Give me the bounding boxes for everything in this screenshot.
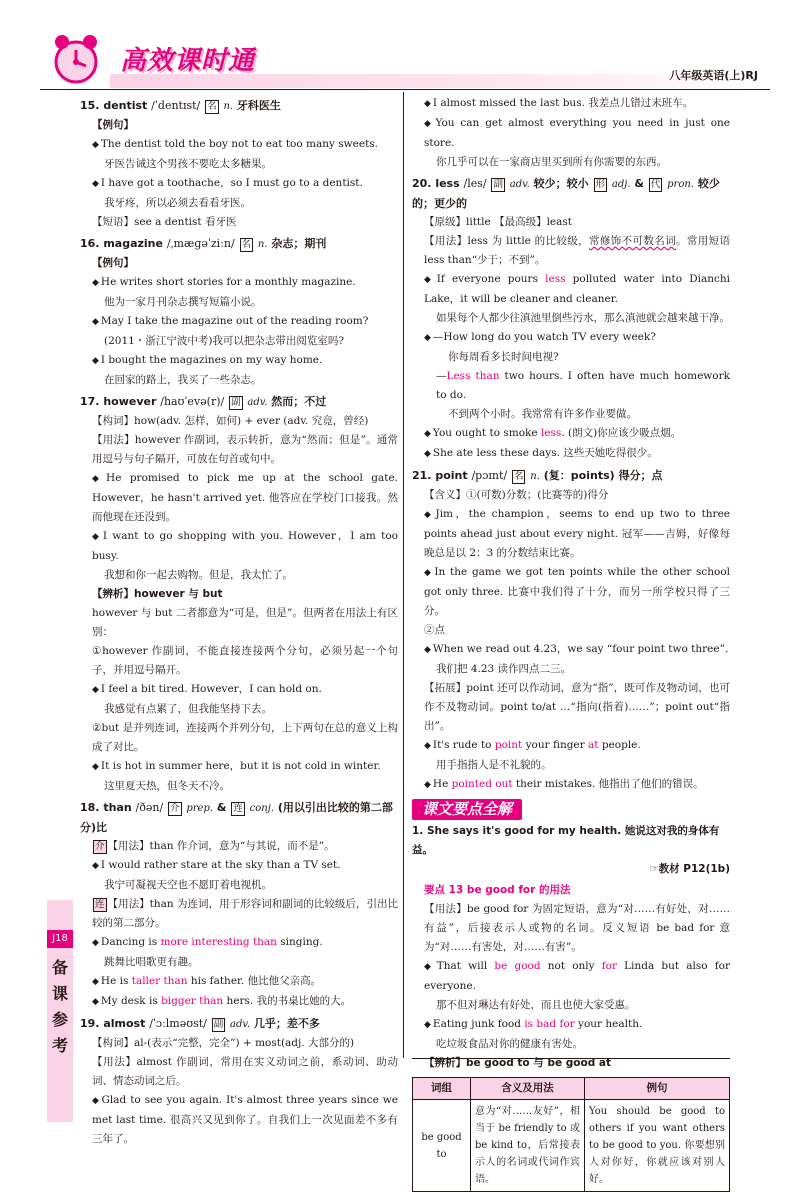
example-translation: 我牙疼，所以必须去看看牙医。 [104,197,251,209]
left-column [80,94,398,1149]
alarm-clock-icon [40,30,120,90]
table-header-cell: 含义及用法 [471,1078,585,1100]
example-translation: 你几乎可以在一家商店里买到所有你需要的东西。 [436,156,667,168]
example-sentence: ◆ You can get almost everything you need in just one store. [412,114,730,153]
vocab-entry-almost: 19. almost /ˈɔːlməʊst/ 副 adv. 几乎；差不多 [80,1017,320,1030]
key-point-title: 要点 13 be good for 的用法 [424,884,571,896]
example-translation: 这里夏天热，但冬天不冷。 [104,780,230,792]
example-translation: 那不但对琳达有好处，而且也使大家受惠。 [436,999,636,1011]
usage-note: 【用法】almost 作副词，常用在实义动词之前，系动词、助动词、情态动词之后。 [92,1056,398,1087]
example-sentence: ◆ If everyone pours less polluted water into Dianchi Lake，it will be cleaner and cleaner. [412,270,730,309]
comparison-point: ②but 是并列连词，连接两个并列分句，上下两句在总的意义上构成了对比。 [92,722,398,753]
example-label: 【例句】 [92,119,134,131]
example-translation: 跳舞比唱歌更有趣。 [104,956,199,968]
table-cell: 意为“对……友好”，相当于 be friendly to 或 be kind to，后常接表示人的名词或代词作宾语。 [471,1100,585,1192]
logo-text: 高效课时通 [120,46,256,76]
side-label-char: 课 [51,984,68,1003]
textbook-reference: ☞教材 P12(1b) [649,863,730,875]
example-sentence: ◆ I would rather stare at the sky than a TV set. [80,856,398,876]
example-translation: 如果每个人都少往滇池里倒些污水，那么滇池就会越来越干净。 [436,312,730,324]
example-sentence: ◆ You ought to smoke less. (朗文)你应该少吸点烟。 [412,424,730,444]
example-sentence: ◆ Glad to see you again. It's almost three years since we met last time. 很高兴又见到你了。自我们上一次见面差不多有三年了。 [80,1091,398,1149]
example-sentence: ◆ It's rude to point your finger at people. [412,736,730,756]
example-translation: 在回家的路上，我买了一些杂志。 [104,374,262,386]
side-label-char: 考 [51,1036,68,1055]
side-label-char: 备 [51,958,68,977]
extension-note: 【拓展】point 还可以作动词，意为“指”，既可作及物动词，也可作不及物动词。point to/at …“指向(指着)……”；point out“指出”。 [424,682,730,732]
example-sentence: ◆ My desk is bigger than hers. 我的书桌比她的大。 [80,992,398,1012]
example-sentence: ◆ That will be good not only for Linda but also for everyone. [412,957,730,996]
vocab-entry-than: 18. than /ðən/ 介 prep. & 连 conj. (用以引出比较的第二部分)比 [80,801,393,834]
example-translation: 我感觉有点累了，但我能坚持下去。 [104,703,272,715]
table-cell: You should be good to others if you want others to be good to you. 你要想别人对你好，你就应该对别人好。 [585,1100,730,1192]
comparison-label: 【辨析】be good to 与 be good at [424,1057,611,1069]
example-sentence: ◆ —How long do you watch TV every week? [412,328,730,348]
example-sentence: ◆ Dancing is more interesting than singing. [80,933,398,953]
comparison-point: ①however 作副词，不能直接连接两个分句，必须另起一个句子，并用逗号隔开。 [92,645,398,676]
usage-note: 连 【用法】than 为连词，用于形容词和副词的比较级后，引出比较的第二部分。 [92,898,398,929]
example-translation: 我宁可凝视天空也不愿盯着电视机。 [104,879,272,891]
vocab-entry-magazine: 16. magazine /ˌmæɡəˈziːn/ 名 n. 杂志；期刊 [80,237,327,250]
grade-subject-label: 八年级英语(上)RJ [669,69,758,82]
degree-forms: 【原级】little 【最高级】least [424,216,573,228]
meaning-note: ②点 [424,624,445,636]
table-row [413,1100,730,1192]
header-rule [40,89,770,90]
example-sentence: ◆ He is taller than his father. 他比他父亲高。 [80,972,398,992]
example-sentence: ◆ I want to go shopping with you. However，I am too busy. [80,527,398,566]
usage-note: 【用法】less 为 little 的比较级，常修饰不可数名词。常用短语 less than“少于；不到”。 [424,235,731,266]
side-tab [47,900,73,1122]
vocab-entry-point: 21. point /pɔɪnt/ 名 n. (复：points) 得分；点 [412,469,663,482]
example-translation: 不到两个小时。我常常有许多作业要做。 [448,408,637,420]
example-translation: 你每周看多长时间电视? [448,351,559,363]
example-sentence: ◆ The dentist told the boy not to eat too many sweets. [80,135,398,155]
vocab-entry-less: 20. less /les/ 副 adv. 较少；较小 形 adj. & 代 pron. 较少的；更少的 [412,177,720,210]
right-column [412,94,730,1192]
column-divider [403,92,404,1058]
example-sentence: ◆ I have got a toothache，so I must go to a dentist. [80,174,398,194]
example-sentence: ◆ He promised to pick me up at the school gate. However，he hasn't arrived yet. 他答应在学校门口接我。然而他现在还没到。 [80,469,398,527]
example-sentence: ◆ He pointed out their mistakes. 他指出了他们的错误。 [412,775,730,795]
example-sentence: ◆ He writes short stories for a monthly magazine. [80,273,398,293]
table-header-cell: 例句 [585,1078,730,1100]
usage-note: 【用法】be good for 为固定短语，意为“对……有好处，对……有益”，后接表示人或物的名词。反义短语 be bad for 意为“对……有害处，对……有害”。 [424,903,730,953]
meaning-note: 【含义】①(可数)分数；(比赛等的)得分 [424,489,609,501]
usage-note: 【用法】however 作副词，表示转折，意为“然而；但是”。通常用逗号与句子隔开，可放在句首或句中。 [92,434,398,465]
example-translation: 我们把 4.23 读作四点二三。 [436,663,572,675]
table-header-row [413,1078,730,1100]
example-label: 【例句】 [92,257,134,269]
example-sentence: ◆ Eating junk food is bad for your health. [412,1015,730,1035]
comparison-table [412,1077,730,1192]
example-sentence: ◆ I feel a bit tired. However，I can hold on. [80,680,398,700]
usage-note: 介 【用法】than 作介词，意为“与其说，而不是”。 [95,840,335,852]
example-sentence: —Less than two hours. I often have much homework to do. [436,370,730,401]
word-formation-note: 【构词】how(adv. 怎样，如何) + ever (adv. 究竟，曾经) [92,415,369,427]
table-header-cell: 词组 [413,1078,471,1100]
phrase-note: 【短语】see a dentist 看牙医 [92,216,237,228]
page-header [40,30,770,90]
example-translation: 我想和你一起去购物。但是，我太忙了。 [104,569,293,581]
example-sentence: ◆ Jim，the champion，seems to end up two to three points ahead just about every night. 冠军——吉姆，好像每晚总是以 2：3 的分数结束比赛。 [412,505,730,563]
textbook-sentence: 1. She says it's good for my health. 她说这对我的身体有益。 [412,825,720,856]
side-label-char: 参 [51,1010,68,1029]
example-sentence: ◆ When we read out 4.23，we say “four point two three”. [412,640,730,660]
vocab-entry-however: 17. however /haʊˈevə(r)/ 副 adv. 然而；不过 [80,395,327,408]
logo [40,30,370,90]
section-title: 课文要点全解 [412,799,522,820]
example-sentence: ◆ It is hot in summer here，but it is not cold in winter. [80,757,398,777]
vocab-entry-dentist: 15. dentist /ˈdentɪst/ 名 n. 牙科医生 [80,99,281,112]
example-sentence: ◆ She ate less these days. 这些天她吃得很少。 [412,444,730,464]
side-label [47,955,73,1059]
example-translation: 牙医告诫这个男孩不要吃太多糖果。 [104,158,272,170]
bottom-rule [412,1058,730,1059]
example-translation: 他为一家月刊杂志撰写短篇小说。 [104,296,262,308]
example-sentence: ◆ May I take the magazine out of the reading room? [80,312,398,332]
example-sentence: ◆ In the game we got ten points while the other school got only three. 比赛中我们得了十分，而另一所学校只得了三分。 [412,563,730,621]
comparison-note: however 与 but 二者都意为“可是，但是”。但两者在用法上有区别： [92,607,398,638]
example-translation: 吃垃圾食品对你的健康有害处。 [436,1038,583,1050]
table-cell: be good to [413,1100,471,1192]
example-translation: 用手指指人是不礼貌的。 [436,759,552,771]
example-sentence: ◆ I bought the magazines on my way home. [80,351,398,371]
word-formation-note: 【构词】al-(表示“完整，完全”) + most(adj. 大部分的) [92,1037,355,1049]
comparison-label: 【辨析】however 与 but [92,588,223,600]
page-number: J18 [47,930,73,948]
example-sentence: ◆ I almost missed the last bus. 我差点儿错过末班车。 [412,94,730,114]
example-translation: (2011・浙江宁波中考)我可以把杂志带出阅览室吗? [104,335,345,347]
